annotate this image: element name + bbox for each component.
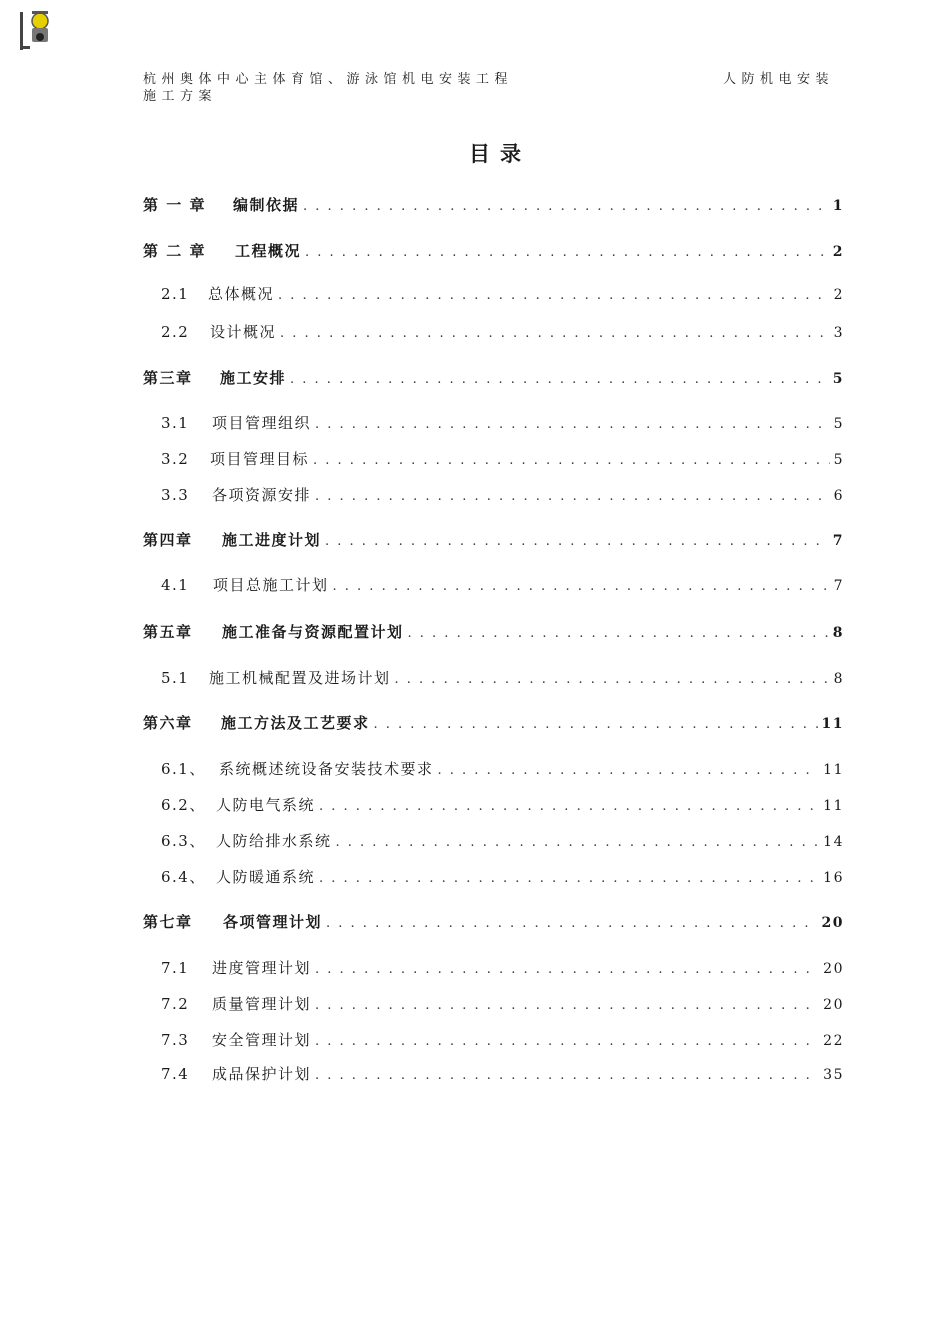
toc-entry-label: 工程概况 — [235, 242, 302, 260]
toc-entry-page: 16 — [823, 870, 844, 886]
toc-leader-dots — [313, 453, 830, 468]
toc-entry[interactable] — [161, 448, 844, 468]
toc-entry[interactable] — [161, 667, 844, 687]
toc-entry-number: 第 二 章 — [143, 242, 206, 260]
toc-entry[interactable] — [161, 830, 844, 850]
toc-leader-dots — [315, 1068, 819, 1083]
toc-leader-dots — [325, 534, 829, 549]
toc-entry-number: 5.1 — [161, 669, 190, 687]
toc-entry-label: 项目管理组织 — [212, 414, 312, 432]
toc-entry[interactable] — [161, 283, 844, 303]
toc-entry-label: 安全管理计划 — [212, 1031, 312, 1049]
toc-leader-dots — [315, 489, 830, 504]
toc-entry-label: 施工方法及工艺要求 — [221, 714, 370, 732]
toc-entry[interactable] — [161, 993, 844, 1013]
toc-entry-label: 成品保护计划 — [212, 1065, 312, 1083]
toc-entry-label: 施工进度计划 — [222, 531, 322, 549]
toc-entry-number: 2.1 — [161, 285, 190, 303]
header-project-name: 杭州奥体中心主体育馆、游泳馆机电安装工程 — [143, 72, 514, 87]
toc-entry[interactable] — [143, 367, 844, 387]
toc-entry-number: 第四章 — [143, 531, 193, 549]
toc-entry-page: 35 — [823, 1067, 844, 1083]
toc-entry-page: 7 — [833, 578, 844, 594]
toc-leader-dots — [408, 626, 829, 641]
toc-leader-dots — [319, 799, 819, 814]
toc-leader-dots — [278, 288, 830, 303]
toc-entry-page: 2 — [832, 244, 844, 260]
toc-leader-dots — [315, 962, 819, 977]
toc-leader-dots — [315, 417, 830, 432]
toc-entry-number: 7.3 — [161, 1031, 190, 1049]
toc-entry[interactable] — [143, 240, 844, 260]
toc-entry-number: 7.1 — [161, 959, 190, 977]
toc-entry-number: 第七章 — [143, 913, 193, 931]
toc-entry[interactable] — [161, 957, 844, 977]
toc-leader-dots — [315, 1034, 819, 1049]
toc-entry-label: 人防电气系统 — [216, 796, 316, 814]
toc-leader-dots — [395, 672, 830, 687]
toc-entry-page: 6 — [833, 488, 844, 504]
toc-entry-number: 6.4、 — [161, 868, 206, 886]
toc-leader-dots — [290, 372, 829, 387]
toc-entry-page: 8 — [833, 671, 844, 687]
toc-entry-label: 总体概况 — [208, 285, 275, 303]
toc-leader-dots — [315, 998, 819, 1013]
toc-leader-dots — [326, 916, 818, 931]
toc-leader-dots — [333, 579, 830, 594]
toc-entry-page: 5 — [833, 452, 844, 468]
toc-entry-page: 20 — [823, 961, 844, 977]
toc-entry-page: 11 — [823, 798, 844, 814]
toc-leader-dots — [438, 763, 820, 778]
toc-entry-label: 人防给排水系统 — [216, 832, 332, 850]
toc-entry-page: 3 — [833, 325, 844, 341]
toc-entry-page: 20 — [823, 997, 844, 1013]
toc-entry-number: 7.2 — [161, 995, 190, 1013]
toc-entry[interactable] — [161, 1029, 844, 1049]
toc-entry-label: 质量管理计划 — [212, 995, 312, 1013]
toc-entry-label: 各项资源安排 — [212, 486, 312, 504]
toc-entry-number: 6.1、 — [161, 760, 206, 778]
toc-entry[interactable] — [161, 866, 844, 886]
toc-entry-number: 3.2 — [161, 450, 190, 468]
toc-leader-dots — [305, 245, 829, 260]
toc-entry-label: 施工机械配置及进场计划 — [209, 669, 391, 687]
toc-entry[interactable] — [143, 712, 844, 732]
toc-entry[interactable] — [161, 412, 844, 432]
toc-entry-label: 进度管理计划 — [212, 959, 312, 977]
header-section: 人防机电安装 — [723, 72, 835, 87]
toc-entry[interactable] — [161, 1063, 844, 1083]
toc-title: 目录 — [469, 141, 531, 166]
toc-entry[interactable] — [161, 758, 844, 778]
toc-entry-number: 3.3 — [161, 486, 190, 504]
company-logo — [18, 8, 54, 52]
toc-entry-label: 各项管理计划 — [223, 913, 323, 931]
toc-entry[interactable] — [161, 321, 844, 341]
toc-leader-dots — [319, 871, 819, 886]
toc-entry-number: 第五章 — [143, 623, 193, 641]
toc-entry-label: 项目管理目标 — [210, 450, 310, 468]
header-doc-type: 施工方案 — [143, 89, 218, 104]
toc-leader-dots — [336, 835, 820, 850]
toc-entry-page: 2 — [833, 287, 844, 303]
toc-entry[interactable] — [143, 621, 844, 641]
toc-entry-number: 2.2 — [161, 323, 190, 341]
toc-entry-number: 6.2、 — [161, 796, 206, 814]
toc-entry-label: 人防暖通系统 — [216, 868, 316, 886]
toc-entry[interactable] — [161, 574, 844, 594]
toc-entry-page: 1 — [832, 198, 844, 214]
toc-entry-page: 8 — [832, 625, 844, 641]
toc-entry-page: 14 — [823, 834, 844, 850]
toc-entry-label: 施工安排 — [220, 369, 287, 387]
toc-entry[interactable] — [143, 911, 844, 931]
toc-entry[interactable] — [143, 194, 844, 214]
toc-entry-number: 7.4 — [161, 1065, 190, 1083]
toc-entry-label: 项目总施工计划 — [213, 576, 329, 594]
toc-entry[interactable] — [161, 794, 844, 814]
toc-entry-number: 3.1 — [161, 414, 190, 432]
toc-entry-number: 第 一 章 — [143, 196, 206, 214]
toc-entry-number: 6.3、 — [161, 832, 206, 850]
toc-entry[interactable] — [161, 484, 844, 504]
toc-entry-number: 第三章 — [143, 369, 193, 387]
toc-entry-page: 7 — [832, 533, 844, 549]
toc-leader-dots — [303, 199, 829, 214]
toc-entry-page: 5 — [832, 371, 844, 387]
toc-entry[interactable] — [143, 529, 844, 549]
toc-entry-label: 施工准备与资源配置计划 — [222, 623, 404, 641]
toc-leader-dots — [280, 326, 830, 341]
toc-entry-page: 5 — [833, 416, 844, 432]
toc-entry-label: 编制依据 — [233, 196, 300, 214]
toc-entry-label: 设计概况 — [210, 323, 277, 341]
toc-entry-number: 4.1 — [161, 576, 190, 594]
toc-entry-page: 22 — [823, 1033, 844, 1049]
toc-entry-number: 第六章 — [143, 714, 193, 732]
toc-leader-dots — [374, 717, 818, 732]
toc-entry-page: 11 — [823, 762, 844, 778]
toc-entry-label: 系统概述统设备安装技术要求 — [219, 760, 434, 778]
toc-entry-page: 20 — [821, 915, 844, 931]
toc-entry-page: 11 — [821, 716, 844, 732]
